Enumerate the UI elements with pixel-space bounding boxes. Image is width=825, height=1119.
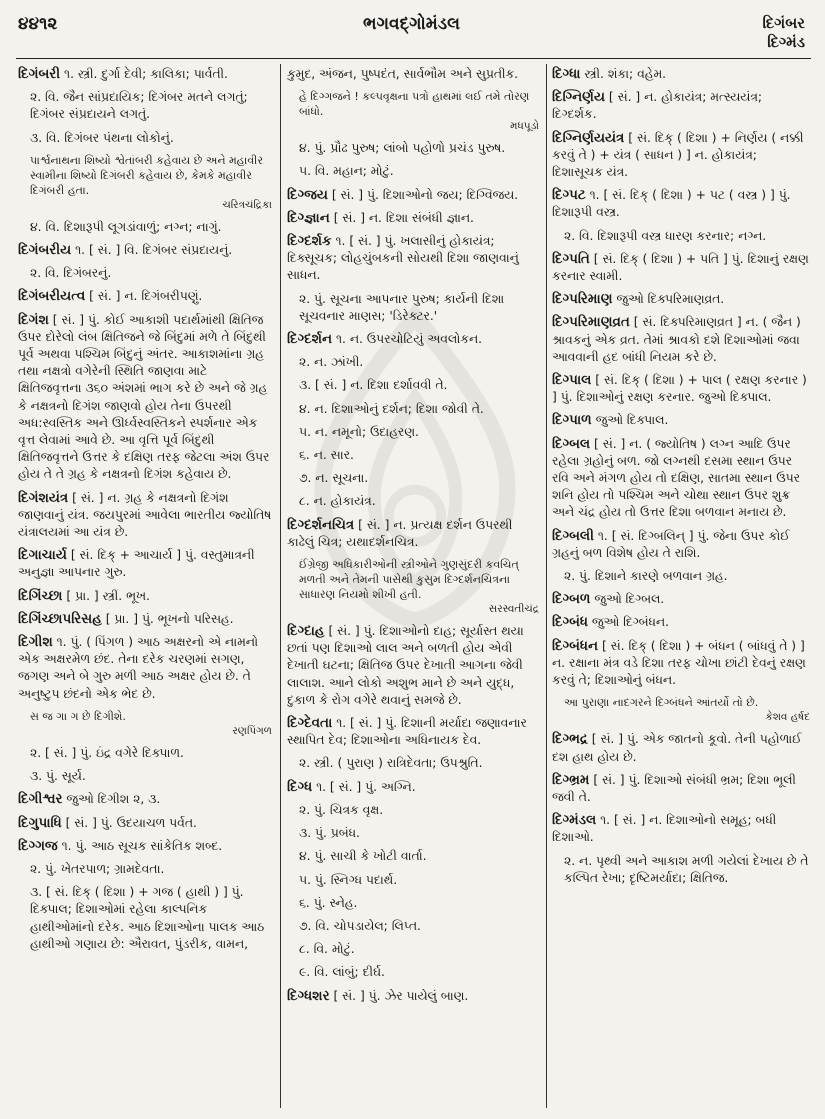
definition-text: ૧. [ સં. ] વિ. દિગંબર સંપ્રદાયનું. xyxy=(71,243,233,258)
quote-source: રણપિંગળ xyxy=(232,724,272,737)
definition-text: [ સં. ] ન. દિશા સંબંધી જ્ઞાન. xyxy=(329,210,474,225)
definition-text: [ સં. ] પું. દિશાઓનો દાહ; સૂર્યાસ્ત થયા છતાં પણ દિશાઓ લાલ અને બળતી હોય એવી દેખાતી ઘટના; ક્ષિતિજ ઉપર દેખાતી આગના જેવી લાલાશ. આને લોકો અશુભ માને છે અને યુદ્ધ, દુકાળ કે રોગ વગેરે થવાનું સમજે છે. xyxy=(287,624,524,707)
citation-quote xyxy=(564,695,810,725)
definition-text: [ સં. ] ન. હોકાયંત્ર; મત્સ્યયંત્ર; દિગ્દર્શક. xyxy=(552,90,763,122)
definition-text: [ સં. ] પું. કોઈ આકાશી પદાર્થમાંથી ક્ષિતિજ ઉપર દોરેલો લંબ ક્ષિતિજને જે બિંદુમાં મળે તે બિંદુથી પૂર્વ અથવા પશ્ચિમ બિંદુનું અંતર. આકાશમાંના ગ્રહ તથા નક્ષત્રો વગેરેની સ્થિતિ જાણવા માટે ક્ષિતિજવૃત્તના ૩૬૦ અંશમાં ભાગ કરે છે અને જે ગ્રહ કે નક્ષત્રનો દિગંશ જાણવો હોય તેના ઉપરથી અધ:સ્વસ્તિક અને ઊર્ધ્વસ્વસ્તિકને સ્પર્શનાર એક વૃત્ત લેવામાં આવે છે. આ વૃત્તિ પૂર્વ બિંદુથી ક્ષિતિજવૃત્તને ઉત્તર કે દક્ષિણ તરફ જેટલા અંશ ઉપર હોય તે તે ગ્રહ કે નક્ષત્રનો દિગંશ કહેવાય છે. xyxy=(18,312,270,482)
dictionary-entry xyxy=(18,791,272,808)
entry-sense: ૨. પું. સૂચના આપનાર પુરુષ; કાર્યની દિશા સૂચવનાર માણસ; 'ડિરેક્ટર.' xyxy=(299,291,505,323)
entry-sense: ૪. પું. પ્રૌઢ પુરુષ; લાંબો પહોળો પ્રચંડ પુરુષ. xyxy=(299,141,506,156)
definition-text: [ સં. ] પું. એક જાતનો કૂવો. તેની પહોળાઈ દશ હાથ હોય છે. xyxy=(552,732,802,764)
headword: દિગ્બલી xyxy=(552,527,594,544)
entry-sense: ૨. વિ. જૈન સાંપ્રદાયિક; દિગંબર મતને લગતું; દિગંબર સંપ્રદાયને લગતું. xyxy=(30,90,248,122)
headword: દિગ્મંડલ xyxy=(552,812,597,829)
dictionary-entry xyxy=(18,611,272,628)
headword: દિગિંચ્છાપરિસહ xyxy=(18,610,102,627)
entry-sense: ૨. સ્ત્રી. ( પુરાણ ) રાત્રિદેવતા; ઉપશ્રુતિ. xyxy=(299,756,483,771)
definition-text: સ્ત્રી. શંકા; વહેમ. xyxy=(580,67,667,81)
headword: દિગંશયંત્ર xyxy=(18,489,69,506)
headword: દિગાચાર્ય xyxy=(18,547,67,564)
definition-text: ૧. પું. ( પિંગળ ) આઠ અક્ષરનો એ નામનો એક અક્ષરમેળ છંદ. તેના દરેક ચરણમાં સગણ, જગણ અને બે ગુરુ મળી આઠ અક્ષર હોય છે. તે અનુષ્ટુપ છંદનો એક ભેદ છે. xyxy=(18,635,259,701)
definition-text: [ પ્રા. ] સ્ત્રી. ભૂખ. xyxy=(62,588,150,603)
dictionary-entry xyxy=(287,623,539,709)
headword: દિગુપાધિ xyxy=(18,814,62,831)
headword: દિગ્બંધન xyxy=(552,637,599,654)
guide-word-first: દિગંબર xyxy=(762,14,805,32)
entry-sense: ૨. પું. દિશાને કારણે બળવાન ગ્રહ. xyxy=(564,569,728,584)
definition-text: [ સં. ] પું. દિશાઓનો જય; દિગ્વિજય. xyxy=(327,187,519,202)
definition-text: જુઓ દિગ્બંધન. xyxy=(588,615,669,630)
column-divider-2 xyxy=(546,64,547,1108)
definition-text: ૧. [ સં. દિક્ ( દિશા ) + પટ ( વસ્ત્ર ) ] પું. દિશારૂપી વસ્ત્ર. xyxy=(552,188,791,220)
definition-text: [ સં. ] ન. ( જ્યોતિષ ) લગ્ન આદિ ઉપર રહેલા ગ્રહોનું બળ. જો લગ્નથી દસમા સ્થાન ઉપર રવિ અને મંગળ હોય તો દક્ષિણ, સાતમા સ્થાન ઉપર શનિ હોય તો પશ્ચિમ અને ચોથા સ્થાન ઉપર શુક્ર અને ચંદ્ર હોય તો ઉત્તર દિશા બળવાન મનાય છે. xyxy=(552,436,800,520)
definition-text: [ સં. દિક્ ( દિશા ) + બંધન ( બાંધવું તે ) ] ન. રક્ષાના મંત્ર વડે દિશા તરફ ચોખા છાંટી દેવનું રક્ષણ કરવું તે; દિશાઓનું બંધન. xyxy=(552,638,806,688)
definition-text: જુઓ દિક્પાલ. xyxy=(591,413,669,428)
column-1 xyxy=(18,66,272,1106)
dictionary-entry xyxy=(18,288,272,305)
definition-text: જુઓ દિક્પરિમાણવ્રત. xyxy=(612,292,725,307)
definition-text: [ સં. દિક્ ( દિશા ) + પાલ ( રક્ષણ કરનાર ) ] પું. દિશાઓનું રક્ષણ કરનાર. જુઓ દિક્પાલ. xyxy=(552,373,807,405)
headword: દિગ્જ્ઞાન xyxy=(287,209,330,226)
entry-sense: ૨. ન. પૃથ્વી અને આકાશ મળી ગયેલાં દેખાય છે તે કલ્પિત રેખા; દૃષ્ટિમર્યાદા; ક્ષિતિજ. xyxy=(564,853,809,885)
entry-sense: ૭. ન. સૂચના. xyxy=(299,471,369,486)
citation-quote xyxy=(299,89,539,134)
dictionary-entry xyxy=(552,528,810,562)
dictionary-entry xyxy=(18,634,272,703)
dictionary-entry xyxy=(18,838,272,855)
entry-sense: ૨. વિ. દિશારૂપી વસ્ત્ર ધારણ કરનાર; નગ્ન. xyxy=(564,228,767,243)
dictionary-entry xyxy=(552,772,810,806)
definition-text: ૧. [ સં. ] ન. દિશાઓનો સમૂહ; બધી દિશાઓ. xyxy=(552,813,777,845)
column-2 xyxy=(287,66,539,1106)
column-divider-1 xyxy=(280,64,281,1108)
entry-sense: ૨. [ સં. ] પું. ઇંદ્ર વગેરે દિક્પાળ. xyxy=(30,745,184,760)
entry-sense: ૬. પું. સ્નેહ. xyxy=(299,895,358,910)
headword: દિગ્બળ xyxy=(552,591,591,608)
headword: દિગ્દાહ xyxy=(287,623,325,640)
entry-sense: ૩. પું. પ્રબંધ. xyxy=(299,826,360,841)
dictionary-entry xyxy=(552,731,810,765)
definition-text: [ પ્રા. ] પું. ભૂખનો પરિસહ. xyxy=(101,611,234,626)
headword: દિગીશ્વર xyxy=(18,791,63,808)
entry-sense: ૮. વિ. મોટું. xyxy=(299,942,355,957)
dictionary-entry xyxy=(552,187,810,221)
dictionary-entry xyxy=(552,314,810,366)
dictionary-entry xyxy=(287,517,539,551)
definition-text: [ સં. દિક્પરિમાણવ્રત ] ન. ( જૈન ) શ્રાવકનું એક વ્રત. તેમાં શ્રાવકો દશે દિશાઓમાં જવા આવવાની હદ બાંધી નિયમ કરે છે. xyxy=(552,315,801,364)
definition-text: કુમુદ, અંજન, પુષ્પદંત, સાર્વભૌમ અને સુપ્રતીક. xyxy=(287,67,519,81)
definition-text: જુઓ દિગ્બલ. xyxy=(590,592,665,607)
headword: દિગ્ગજ xyxy=(18,837,58,854)
headword: દિગ્ભ્રમ xyxy=(552,771,590,788)
definition-text: ૧. પું. આઠ સૂચક સાંકેતિક શબ્દ. xyxy=(57,838,223,853)
entry-sense: ૭. વિ. ચોપડાયેલ; લિપ્ત. xyxy=(299,918,421,933)
headword: દિગ્પટ xyxy=(552,187,586,204)
column-3 xyxy=(552,66,810,1106)
headword: દિગ્પતિ xyxy=(552,250,590,267)
quote-source: સરસ્વતીચંદ્ર xyxy=(488,603,539,616)
entry-sense: ૫. વિ. મહાન; મોટું. xyxy=(299,164,394,179)
headword: દિગ્દેવતા xyxy=(287,715,333,732)
page-number: ૪૪૧૨ xyxy=(18,14,58,34)
quote-text: પાર્શ્વનાથના શિષ્યો શ્વેતાંબરી કહેવાય છે અને મહાવીર સ્વામીના શિષ્યો દિગંબરી કહેવાય છે, કેમકે મહાવીર દિગંબરી હતા. xyxy=(30,153,264,197)
definition-text: ૧. ન. ઉપરચોટિયું અવલોકન. xyxy=(332,332,483,347)
headword: દિગ્નિર્ણયયંત્ર xyxy=(552,129,625,146)
book-title: ભગવદ્ગોમંડલ xyxy=(363,14,460,34)
headword: દિગીશ xyxy=(18,634,53,651)
entry-sense: ૪. પું. સાચી કે ખોટી વાર્તા. xyxy=(299,849,427,864)
headword: દિગ્પરિમાણ xyxy=(552,291,613,308)
headword: દિગ્નિર્ણય xyxy=(552,89,606,106)
definition-text: ૧. [ સં. દિગ્બલિન્ ] પું. જેના ઉપર કોઈ ગ્રહનું બળ વિશેષ હોય તે રાશિ. xyxy=(552,528,790,560)
quote-source: ચરિત્રચંદ્રિકા xyxy=(222,198,272,211)
headword: દિગંશ xyxy=(18,311,49,328)
citation-quote xyxy=(30,153,272,213)
definition-text: ૧. [ સં. ] પું. અગ્નિ. xyxy=(312,779,416,794)
entry-sense: ૪. વિ. દિશારૂપી લૂગડાંવાળું; નગ્ન; નાગું. xyxy=(30,219,222,234)
quote-source: મધપૂડો xyxy=(510,120,539,133)
dictionary-entry xyxy=(552,614,810,631)
dictionary-entry xyxy=(18,815,272,832)
headword: દિગ્ધશર xyxy=(287,987,330,1004)
definition-text: [ સં. ] પું. ઝેર પાયેલું બાણ. xyxy=(329,988,469,1003)
headword: દિગિંચ્છા xyxy=(18,587,63,604)
dictionary-entry xyxy=(18,242,272,259)
headword: દિગ્ધા xyxy=(552,66,581,82)
dictionary-entry xyxy=(552,412,810,429)
definition-text: [ સં. દિક્ + આચાર્ય ] પું. વસ્તુમાત્રની અનુજ્ઞા આપનાર ગુરુ. xyxy=(18,548,255,580)
entry-sense: ૮. ન. હોકાયંત્ર. xyxy=(299,494,376,509)
definition-text: ૧. સ્ત્રી. દુર્ગા દેવી; કાલિકા; પાર્વતી. xyxy=(60,67,228,81)
headword: દિગ્પાલ xyxy=(552,372,592,389)
headword: દિગ્પરિમાણવ્રત xyxy=(552,314,630,331)
quote-text: ઈંગ્રેજી અધિકારીઓની સ્ત્રીઓને ગુણસુંદરી કવચિત્ મળતી અને તેમની પાસેથી કુસુમ દિગ્દર્શનચિત્રના સાધારણ નિયમો શીખી હતી. xyxy=(299,558,519,602)
definition-text: [ સં. ] ન. ગ્રહ કે નક્ષત્રનો દિગંશ જાણવાનું યંત્ર. જયપુરમાં આવેલા ભારતીય જ્યોતિષ યંત્રાલયમાં આ યંત્ર છે. xyxy=(18,490,272,540)
dictionary-entry xyxy=(18,66,272,83)
headword: દિગ્બંધ xyxy=(552,614,589,631)
dictionary-entry xyxy=(552,638,810,690)
headword: દિગ્જય xyxy=(287,186,328,203)
headword: દિગ્બલ xyxy=(552,435,591,452)
entry-sense: ૨. પું. ખેતરપાળ; ગ્રામદેવતા. xyxy=(30,861,165,876)
guide-words xyxy=(762,14,805,52)
dictionary-entry xyxy=(18,490,272,542)
entry-sense: ૯. વિ. લાંબું; દીર્ઘ. xyxy=(299,965,385,980)
dictionary-entry xyxy=(552,372,810,406)
definition-text: ૧. [ સં. ] પું. ખલાસીનું હોકાયંત્ર; દિક્સૂચક; લોહચુંબકની સોયથી દિશા જાણવાનું સાધન. xyxy=(287,234,519,283)
headword: દિગ્દર્શક xyxy=(287,233,332,250)
headword: દિગંબરીય xyxy=(18,242,72,259)
entry-sense: ૬. ન. સાર. xyxy=(299,448,354,463)
dictionary-entry xyxy=(287,210,539,227)
definition-text: [ સં. ] પું. દિશાઓ સંબંધી ભ્રમ; દિશા ભૂલી જવી તે. xyxy=(552,772,796,804)
dictionary-entry xyxy=(18,588,272,605)
definition-text: [ સં. ] ન. પ્રત્યક્ષ દર્શન ઉપરથી કાઢેલું ચિત્ર; યથાદર્શનચિત્ર. xyxy=(287,517,513,549)
headword: દિગ્પાળ xyxy=(552,412,592,429)
definition-text: [ સં. ] ન. દિગંબરીપણું. xyxy=(85,289,203,304)
guide-word-last: દિગ્મંડ xyxy=(767,33,805,51)
header-rule xyxy=(16,58,811,59)
dictionary-entry xyxy=(18,547,272,581)
dictionary-entry xyxy=(552,251,810,285)
citation-quote xyxy=(30,709,272,739)
definition-text: [ સં. દિક્ ( દિશા ) + પતિ ] પું. દિશાનું રક્ષણ કરનાર સ્વામી. xyxy=(552,251,809,284)
headword: દિગંબરી xyxy=(18,66,61,82)
citation-quote xyxy=(299,557,539,617)
dictionary-entry xyxy=(552,291,810,308)
dictionary-entry xyxy=(287,779,539,796)
dictionary-entry xyxy=(552,89,810,123)
dictionary-entry xyxy=(18,312,272,484)
quote-text: સ જ ગા ગ છે દિગીશે. xyxy=(30,709,126,723)
quote-text: હે દિગ્ગજને ! કલ્પવૃક્ષના પત્રો હાથમાં લઈ તમે તોરણ બાંધો. xyxy=(299,90,530,119)
dictionary-entry xyxy=(287,66,539,83)
dictionary-entry xyxy=(552,812,810,846)
definition-text: [ સં. ] પું. ઉદયાચળ પર્વત. xyxy=(61,815,197,830)
headword: દિગંબરીયત્વ xyxy=(18,288,86,305)
entry-sense: ૩. પું. સૂર્ય. xyxy=(30,769,86,784)
quote-source: કેશવ હર્ષદ xyxy=(765,711,810,724)
dictionary-entry xyxy=(287,988,539,1005)
definition-text: [ સં. દિક્ ( દિશા ) + નિર્ણય ( નક્કી કરવું તે ) + યંત્ર ( સાધન ) ] ન. હોકાયંત્ર; દિશાસૂચક યંત્ર. xyxy=(552,130,804,180)
headword: દિગ્દર્શન xyxy=(287,331,333,348)
dictionary-entry xyxy=(287,187,539,204)
definition-text: ૧. [ સં. ] પું. દિશાની મર્યાદા જણાવનાર સ્થાપિત દેવ; દિશાઓના અધિનાયક દેવ. xyxy=(287,716,527,748)
entry-sense: ૫. ન. નમૂનો; ઉદાહરણ. xyxy=(299,424,419,439)
dictionary-entry xyxy=(287,715,539,749)
entry-sense: ૪. ન. દિશાઓનું દર્શન; દિશા જોવી તે. xyxy=(299,401,484,416)
entry-sense: ૨. પું. ચિત્રક વૃક્ષ. xyxy=(299,802,384,817)
entry-sense: ૩. વિ. દિગંબર પંથના લોકોનું. xyxy=(30,130,174,145)
dictionary-entry xyxy=(552,66,810,83)
dictionary-entry xyxy=(552,436,810,522)
entry-sense: ૩. [ સં. દિક્ ( દિશા ) + ગજ ( હાથી ) ] પું. દિક્પાલ; દિશાઓમાં રહેલા કાલ્પનિક હાથીઓમાંનો દરેક. આઠ દિશાઓના પાલક આઠ હાથીઓ ગણાય છે: ઐરાવત, પુંડરીક, વામન, xyxy=(30,885,265,951)
entry-sense: ૨. વિ. દિગંબરનું. xyxy=(30,266,112,281)
quote-text: આ પુરાણા નાદગરને દિગ્બંધને આંતર્યો તો છે. xyxy=(564,696,759,710)
entry-sense: ૩. [ સં. ] ન. દિશા દર્શાવવી તે. xyxy=(299,378,448,393)
dictionary-entry xyxy=(287,233,539,285)
headword: દિગ્ભદ્ર xyxy=(552,731,588,748)
entry-sense: ૫. પું. સ્નિગ્ધ પદાર્થ. xyxy=(299,872,398,887)
entry-sense: ૨. ન. ઝાંખી. xyxy=(299,355,364,370)
headword: દિગ્ધ xyxy=(287,778,313,795)
dictionary-entry xyxy=(287,331,539,348)
definition-text: જુઓ દિગીશ ૨, ૩. xyxy=(62,792,161,807)
dictionary-entry xyxy=(552,130,810,182)
page-header xyxy=(18,14,805,51)
dictionary-entry xyxy=(552,591,810,608)
headword: દિગ્દર્શનચિત્ર xyxy=(287,516,355,533)
